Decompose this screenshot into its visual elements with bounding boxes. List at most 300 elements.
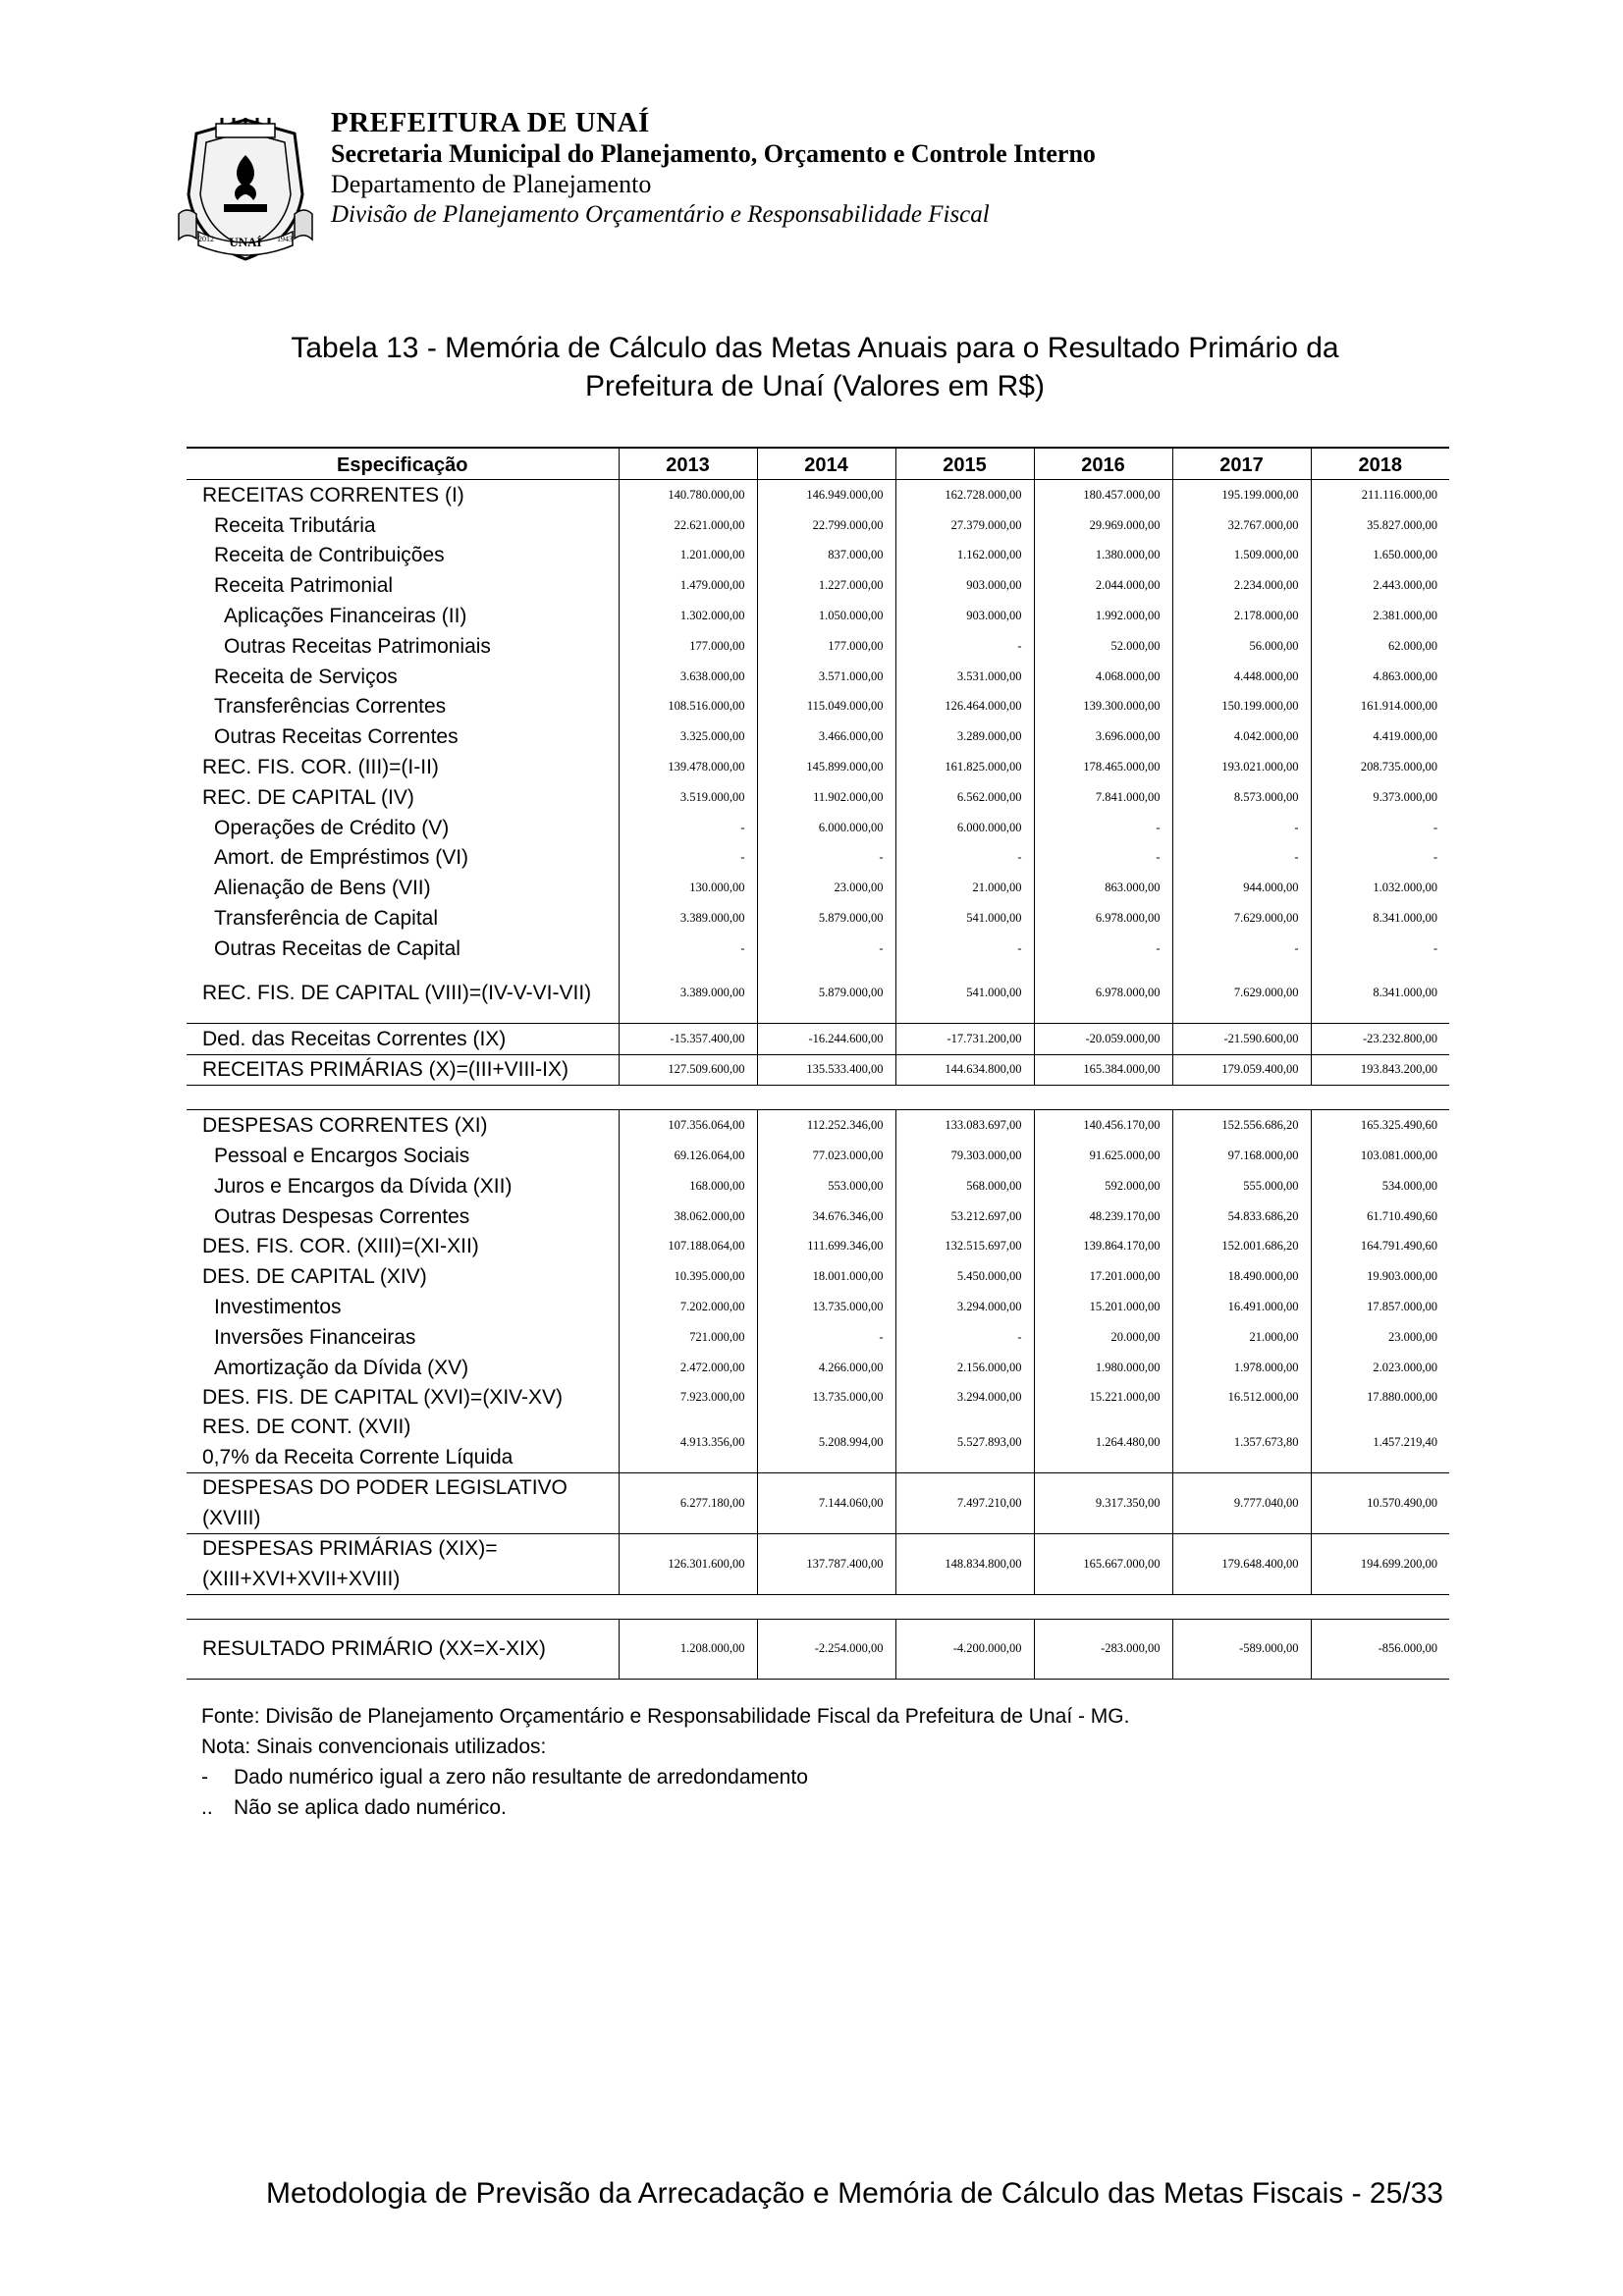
cell-value: 161.825.000,00 [895, 752, 1034, 782]
cell-value: 3.531.000,00 [895, 662, 1034, 692]
cell-value: 568.000,00 [895, 1171, 1034, 1201]
row-label: Transferência de Capital [214, 906, 439, 930]
cell-value: 208.735.000,00 [1311, 752, 1449, 782]
cell-value: 22.621.000,00 [619, 510, 757, 541]
table-row [187, 1141, 1449, 1171]
note-text: Não se aplica dado numérico. [234, 1796, 507, 1819]
cell-value: 1.978.000,00 [1172, 1353, 1311, 1383]
cell-value: 133.083.697,00 [895, 1110, 1034, 1141]
row-label: Juros e Encargos da Dívida (XII) [214, 1174, 513, 1198]
cell-value: 164.791.490,60 [1311, 1232, 1449, 1262]
cell-value: - [1172, 843, 1311, 874]
cell-value: 111.699.346,00 [757, 1232, 895, 1262]
cell-value: 5.450.000,00 [895, 1261, 1034, 1292]
table-row [187, 1023, 1449, 1054]
cell-value: 1.357.673,80 [1172, 1413, 1311, 1472]
cell-value: 162.728.000,00 [895, 480, 1034, 510]
cell-value: 5.527.893,00 [895, 1413, 1034, 1472]
cell-value: 126.301.600,00 [619, 1534, 757, 1595]
cell-value: - [757, 843, 895, 874]
cell-value: 3.638.000,00 [619, 662, 757, 692]
table-row [187, 1201, 1449, 1232]
cell-value: 2.443.000,00 [1311, 570, 1449, 601]
row-label: DES. DE CAPITAL (XIV) [202, 1265, 427, 1289]
note-item [201, 1792, 1129, 1823]
row-label: Ded. das Receitas Correntes (IX) [187, 1023, 619, 1054]
table-row [187, 570, 1449, 601]
cell-value: 52.000,00 [1034, 631, 1172, 662]
cell-value: 1.050.000,00 [757, 601, 895, 631]
cell-value: 7.497.210,00 [895, 1473, 1034, 1534]
table-row [187, 813, 1449, 843]
cell-value: 13.735.000,00 [757, 1292, 895, 1322]
cell-value: 3.325.000,00 [619, 721, 757, 752]
cell-value: 541.000,00 [895, 903, 1034, 934]
row-label: REC. DE CAPITAL (IV) [202, 785, 414, 809]
cell-value: - [619, 813, 757, 843]
table-row [187, 692, 1449, 722]
table-row [187, 662, 1449, 692]
cell-value: 6.978.000,00 [1034, 903, 1172, 934]
cell-value: 165.325.490,60 [1311, 1110, 1449, 1141]
row-label: Outras Receitas Patrimoniais [224, 634, 491, 658]
cell-value: 115.049.000,00 [757, 692, 895, 722]
cell-value: 4.863.000,00 [1311, 662, 1449, 692]
cell-value: 15.221.000,00 [1034, 1383, 1172, 1414]
cell-value: 11.902.000,00 [757, 782, 895, 813]
cell-value: - [1172, 934, 1311, 964]
cell-value: - [1172, 813, 1311, 843]
header-prefeitura: PREFEITURA DE UNAÍ [331, 107, 650, 138]
cell-value: 145.899.000,00 [757, 752, 895, 782]
cell-value: 211.116.000,00 [1311, 480, 1449, 510]
cell-value: - [1034, 843, 1172, 874]
cell-value: 3.294.000,00 [895, 1292, 1034, 1322]
cell-value: - [895, 1322, 1034, 1353]
table-title-line1: Tabela 13 - Memória de Cálculo das Metas Anuais para o Resultado Primário da [291, 332, 1339, 364]
cell-value: - [895, 843, 1034, 874]
table-row [187, 1292, 1449, 1322]
table-row [187, 903, 1449, 934]
header-divisao: Divisão de Planejamento Orçamentário e Responsabilidade Fiscal [331, 200, 990, 228]
table-row [187, 541, 1449, 571]
note-mark: - [201, 1766, 208, 1789]
header-year: 2013 [619, 448, 757, 480]
table-title-line2: Prefeitura de Unaí (Valores em R$) [585, 370, 1045, 402]
table-title [187, 329, 1443, 405]
fiscal-table [187, 447, 1449, 1680]
table-row [187, 601, 1449, 631]
cell-value: - [1311, 843, 1449, 874]
cell-value: 77.023.000,00 [757, 1141, 895, 1171]
cell-value: 135.533.400,00 [757, 1054, 895, 1086]
cell-value: 137.787.400,00 [757, 1534, 895, 1595]
cell-value: -15.357.400,00 [619, 1023, 757, 1054]
cell-value: 140.456.170,00 [1034, 1110, 1172, 1141]
cell-value: 107.356.064,00 [619, 1110, 757, 1141]
header-year: 2015 [895, 448, 1034, 480]
cell-value: 837.000,00 [757, 541, 895, 571]
row-label: REC. FIS. COR. (III)=(I-II) [202, 755, 439, 778]
cell-value: 5.879.000,00 [757, 964, 895, 1024]
cell-value: 16.512.000,00 [1172, 1383, 1311, 1414]
cell-value: 721.000,00 [619, 1322, 757, 1353]
cell-value: 1.208.000,00 [619, 1619, 757, 1679]
cell-value: 1.479.000,00 [619, 570, 757, 601]
cell-value: 1.302.000,00 [619, 601, 757, 631]
cell-value: 19.903.000,00 [1311, 1261, 1449, 1292]
cell-value: 2.156.000,00 [895, 1353, 1034, 1383]
cell-value: 148.834.800,00 [895, 1534, 1034, 1595]
table-row [187, 752, 1449, 782]
cell-value: 38.062.000,00 [619, 1201, 757, 1232]
cell-value: 4.913.356,00 [619, 1413, 757, 1472]
table-row [187, 964, 1449, 1024]
cell-value: -16.244.600,00 [757, 1023, 895, 1054]
cell-value: 103.081.000,00 [1311, 1141, 1449, 1171]
cell-value: 8.341.000,00 [1311, 964, 1449, 1024]
cell-value: 3.519.000,00 [619, 782, 757, 813]
cell-value: - [895, 631, 1034, 662]
cell-value: 161.914.000,00 [1311, 692, 1449, 722]
cell-value: 3.696.000,00 [1034, 721, 1172, 752]
header-year: 2018 [1311, 448, 1449, 480]
cell-value: 132.515.697,00 [895, 1232, 1034, 1262]
cell-value: 168.000,00 [619, 1171, 757, 1201]
cell-value: - [619, 934, 757, 964]
table-row [187, 873, 1449, 903]
cell-value: 534.000,00 [1311, 1171, 1449, 1201]
cell-value: 23.000,00 [757, 873, 895, 903]
cell-value: 7.629.000,00 [1172, 903, 1311, 934]
cell-value: -17.731.200,00 [895, 1023, 1034, 1054]
row-label: Receita de Serviços [214, 665, 398, 688]
table-row [187, 631, 1449, 662]
cell-value: 97.168.000,00 [1172, 1141, 1311, 1171]
crest-year-left: 2012 [198, 235, 214, 243]
cell-value: 3.389.000,00 [619, 903, 757, 934]
cell-value: 21.000,00 [1172, 1322, 1311, 1353]
table-row [187, 1353, 1449, 1383]
cell-value: - [1311, 813, 1449, 843]
header-secretaria: Secretaria Municipal do Planejamento, Orçamento e Controle Interno [331, 139, 1096, 169]
row-label: DESPESAS PRIMÁRIAS (XIX)=(XIII+XVI+XVII+XVIII) [187, 1534, 619, 1595]
cell-value: 7.144.060,00 [757, 1473, 895, 1534]
cell-value: 35.827.000,00 [1311, 510, 1449, 541]
cell-value: 16.491.000,00 [1172, 1292, 1311, 1322]
fiscal-table-container [187, 447, 1449, 1680]
cell-value: 541.000,00 [895, 964, 1034, 1024]
cell-value: - [1034, 934, 1172, 964]
cell-value: 165.384.000,00 [1034, 1054, 1172, 1086]
cell-value: 6.277.180,00 [619, 1473, 757, 1534]
note-item [201, 1762, 1129, 1792]
cell-value: 79.303.000,00 [895, 1141, 1034, 1171]
cell-value: 8.341.000,00 [1311, 903, 1449, 934]
cell-value: 18.001.000,00 [757, 1261, 895, 1292]
cell-value: 9.777.040,00 [1172, 1473, 1311, 1534]
table-row [187, 1383, 1449, 1414]
cell-value: 126.464.000,00 [895, 692, 1034, 722]
row-label-line1: RES. DE CONT. (XVII) [202, 1415, 411, 1439]
table-row [187, 843, 1449, 874]
cell-value: 4.448.000,00 [1172, 662, 1311, 692]
cell-value: 1.650.000,00 [1311, 541, 1449, 571]
cell-value: 1.992.000,00 [1034, 601, 1172, 631]
row-label: DES. FIS. COR. (XIII)=(XI-XII) [202, 1235, 479, 1258]
table-spacer-row [187, 1594, 1449, 1619]
row-label: DES. FIS. DE CAPITAL (XVI)=(XIV-XV) [202, 1386, 563, 1410]
cell-value: 1.380.000,00 [1034, 541, 1172, 571]
cell-value: 4.266.000,00 [757, 1353, 895, 1383]
cell-value: 108.516.000,00 [619, 692, 757, 722]
cell-value: 194.699.200,00 [1311, 1534, 1449, 1595]
cell-value: 3.289.000,00 [895, 721, 1034, 752]
cell-value: 10.395.000,00 [619, 1261, 757, 1292]
cell-value: 61.710.490,60 [1311, 1201, 1449, 1232]
cell-value: 9.373.000,00 [1311, 782, 1449, 813]
cell-value: 3.466.000,00 [757, 721, 895, 752]
cell-value: 20.000,00 [1034, 1322, 1172, 1353]
cell-value: -23.232.800,00 [1311, 1023, 1449, 1054]
cell-value: -20.059.000,00 [1034, 1023, 1172, 1054]
cell-value: 5.208.994,00 [757, 1413, 895, 1472]
cell-value: 553.000,00 [757, 1171, 895, 1201]
cell-value: 177.000,00 [757, 631, 895, 662]
table-spacer-row [187, 1086, 1449, 1110]
cell-value: 152.556.686,20 [1172, 1110, 1311, 1141]
cell-value: 7.629.000,00 [1172, 964, 1311, 1024]
cell-value: -4.200.000,00 [895, 1619, 1034, 1679]
cell-value: 54.833.686,20 [1172, 1201, 1311, 1232]
cell-value: 2.381.000,00 [1311, 601, 1449, 631]
cell-value: 62.000,00 [1311, 631, 1449, 662]
row-label: DESPESAS DO PODER LEGISLATIVO (XVIII) [187, 1473, 619, 1534]
cell-value: -2.254.000,00 [757, 1619, 895, 1679]
table-notes [201, 1701, 1129, 1823]
cell-value: 139.300.000,00 [1034, 692, 1172, 722]
cell-value: 1.227.000,00 [757, 570, 895, 601]
cell-value: 146.949.000,00 [757, 480, 895, 510]
cell-value: 23.000,00 [1311, 1322, 1449, 1353]
cell-value: 1.509.000,00 [1172, 541, 1311, 571]
table-header-row [187, 448, 1449, 480]
note-text: Dado numérico igual a zero não resultante de arredondamento [234, 1766, 808, 1789]
crest-name: UNAÍ [229, 235, 262, 249]
table-row [187, 721, 1449, 752]
cell-value: 18.490.000,00 [1172, 1261, 1311, 1292]
cell-value: 21.000,00 [895, 873, 1034, 903]
cell-value: 8.573.000,00 [1172, 782, 1311, 813]
row-label: Pessoal e Encargos Sociais [214, 1144, 470, 1167]
cell-value: 140.780.000,00 [619, 480, 757, 510]
cell-value: 139.864.170,00 [1034, 1232, 1172, 1262]
cell-value: 144.634.800,00 [895, 1054, 1034, 1086]
cell-value: 1.264.480,00 [1034, 1413, 1172, 1472]
cell-value: 165.667.000,00 [1034, 1534, 1172, 1595]
municipal-crest-icon [177, 116, 314, 263]
cell-value: 6.000.000,00 [757, 813, 895, 843]
cell-value: 193.843.200,00 [1311, 1054, 1449, 1086]
cell-value: - [895, 934, 1034, 964]
cell-value: 2.234.000,00 [1172, 570, 1311, 601]
cell-value: 195.199.000,00 [1172, 480, 1311, 510]
cell-value: 592.000,00 [1034, 1171, 1172, 1201]
cell-value: 1.162.000,00 [895, 541, 1034, 571]
cell-value: 863.000,00 [1034, 873, 1172, 903]
cell-value: - [757, 934, 895, 964]
cell-value: 7.923.000,00 [619, 1383, 757, 1414]
row-label: Alienação de Bens (VII) [214, 877, 431, 900]
cell-value: 53.212.697,00 [895, 1201, 1034, 1232]
row-label: DESPESAS CORRENTES (XI) [187, 1110, 619, 1141]
table-row [187, 782, 1449, 813]
cell-value: 3.389.000,00 [619, 964, 757, 1024]
cell-value: 27.379.000,00 [895, 510, 1034, 541]
cell-value: 29.969.000,00 [1034, 510, 1172, 541]
cell-value: 1.457.219,40 [1311, 1413, 1449, 1472]
cell-value: - [619, 843, 757, 874]
cell-value: 903.000,00 [895, 601, 1034, 631]
cell-value: 1.201.000,00 [619, 541, 757, 571]
note-title: Nota: Sinais convencionais utilizados: [201, 1735, 547, 1758]
row-label-line2: 0,7% da Receita Corrente Líquida [202, 1445, 514, 1468]
cell-value: 4.068.000,00 [1034, 662, 1172, 692]
cell-value: -589.000,00 [1172, 1619, 1311, 1679]
row-label: Operações de Crédito (V) [214, 816, 450, 839]
table-row [187, 510, 1449, 541]
cell-value: 107.188.064,00 [619, 1232, 757, 1262]
cell-value: 32.767.000,00 [1172, 510, 1311, 541]
table-row [187, 1110, 1449, 1141]
cell-value: 17.201.000,00 [1034, 1261, 1172, 1292]
cell-value: 56.000,00 [1172, 631, 1311, 662]
row-label: Outras Receitas de Capital [214, 936, 460, 960]
header-year: 2017 [1172, 448, 1311, 480]
cell-value: 193.021.000,00 [1172, 752, 1311, 782]
header-departamento: Departamento de Planejamento [331, 169, 652, 198]
row-label: RECEITAS PRIMÁRIAS (X)=(III+VIII-IX) [187, 1054, 619, 1086]
row-label: Amort. de Empréstimos (VI) [214, 846, 469, 870]
page-footer: Metodologia de Previsão da Arrecadação e Memória de Cálculo das Metas Fiscais - 25/33 [266, 2177, 1443, 2210]
cell-value: 6.562.000,00 [895, 782, 1034, 813]
cell-value: 555.000,00 [1172, 1171, 1311, 1201]
row-label: Outras Despesas Correntes [214, 1204, 470, 1228]
cell-value: -856.000,00 [1311, 1619, 1449, 1679]
cell-value: 130.000,00 [619, 873, 757, 903]
cell-value: 17.857.000,00 [1311, 1292, 1449, 1322]
cell-value: 9.317.350,00 [1034, 1473, 1172, 1534]
cell-value: 180.457.000,00 [1034, 480, 1172, 510]
cell-value: 4.042.000,00 [1172, 721, 1311, 752]
cell-value: 944.000,00 [1172, 873, 1311, 903]
cell-value: 69.126.064,00 [619, 1141, 757, 1171]
cell-value: 139.478.000,00 [619, 752, 757, 782]
cell-value: 91.625.000,00 [1034, 1141, 1172, 1171]
row-label: Aplicações Financeiras (II) [224, 604, 467, 627]
cell-value: 13.735.000,00 [757, 1383, 895, 1414]
row-label: Receita Tributária [214, 513, 376, 537]
cell-value: 34.676.346,00 [757, 1201, 895, 1232]
cell-value: 7.841.000,00 [1034, 782, 1172, 813]
row-label: Inversões Financeiras [214, 1325, 416, 1349]
cell-value: 150.199.000,00 [1172, 692, 1311, 722]
cell-value: 112.252.346,00 [757, 1110, 895, 1141]
cell-value: 903.000,00 [895, 570, 1034, 601]
cell-value: 2.044.000,00 [1034, 570, 1172, 601]
header-year: 2016 [1034, 448, 1172, 480]
cell-value: -21.590.600,00 [1172, 1023, 1311, 1054]
cell-value: 22.799.000,00 [757, 510, 895, 541]
cell-value: 6.000.000,00 [895, 813, 1034, 843]
note-mark: .. [201, 1796, 213, 1819]
cell-value: 4.419.000,00 [1311, 721, 1449, 752]
table-row [187, 1413, 1449, 1472]
cell-value: 3.571.000,00 [757, 662, 895, 692]
cell-value: 178.465.000,00 [1034, 752, 1172, 782]
row-label: Transferências Correntes [214, 695, 447, 719]
cell-value: 15.201.000,00 [1034, 1292, 1172, 1322]
table-row [187, 480, 1449, 510]
cell-value: - [1034, 813, 1172, 843]
row-label: Receita Patrimonial [214, 574, 394, 598]
cell-value: 48.239.170,00 [1034, 1201, 1172, 1232]
cell-value: 2.472.000,00 [619, 1353, 757, 1383]
cell-value: 152.001.686,20 [1172, 1232, 1311, 1262]
row-label: RECEITAS CORRENTES (I) [202, 483, 464, 507]
cell-value: 3.294.000,00 [895, 1383, 1034, 1414]
cell-value: -283.000,00 [1034, 1619, 1172, 1679]
cell-value: 2.178.000,00 [1172, 601, 1311, 631]
cell-value: 5.879.000,00 [757, 903, 895, 934]
crest-year-right: 1943 [277, 235, 293, 243]
cell-value: 127.509.600,00 [619, 1054, 757, 1086]
header-especificacao: Especificação [187, 448, 619, 480]
table-row [187, 1534, 1449, 1595]
table-row [187, 1322, 1449, 1353]
header-year: 2014 [757, 448, 895, 480]
table-row [187, 934, 1449, 964]
note-source: Fonte: Divisão de Planejamento Orçamentário e Responsabilidade Fiscal da Prefeitura de Unaí - MG. [201, 1705, 1130, 1728]
row-label: REC. FIS. DE CAPITAL (VIII)=(IV-V-VI-VII) [202, 981, 592, 1004]
cell-value: 6.978.000,00 [1034, 964, 1172, 1024]
cell-value: 10.570.490,00 [1311, 1473, 1449, 1534]
table-row [187, 1261, 1449, 1292]
cell-value: 1.980.000,00 [1034, 1353, 1172, 1383]
cell-value: 17.880.000,00 [1311, 1383, 1449, 1414]
row-label [187, 1413, 619, 1472]
table-row [187, 1619, 1449, 1679]
cell-value: 7.202.000,00 [619, 1292, 757, 1322]
cell-value: 2.023.000,00 [1311, 1353, 1449, 1383]
cell-value: 179.059.400,00 [1172, 1054, 1311, 1086]
row-label: RESULTADO PRIMÁRIO (XX=X-XIX) [187, 1619, 619, 1679]
table-row [187, 1473, 1449, 1534]
cell-value: 177.000,00 [619, 631, 757, 662]
row-label: Amortização da Dívida (XV) [214, 1356, 469, 1379]
cell-value: 1.032.000,00 [1311, 873, 1449, 903]
table-row [187, 1054, 1449, 1086]
page-header [177, 106, 1355, 263]
cell-value: 179.648.400,00 [1172, 1534, 1311, 1595]
row-label: Receita de Contribuições [214, 544, 445, 567]
table-row [187, 1232, 1449, 1262]
row-label: Investimentos [214, 1295, 342, 1318]
table-row [187, 1171, 1449, 1201]
cell-value: - [757, 1322, 895, 1353]
row-label: Outras Receitas Correntes [214, 725, 459, 749]
cell-value: - [1311, 934, 1449, 964]
